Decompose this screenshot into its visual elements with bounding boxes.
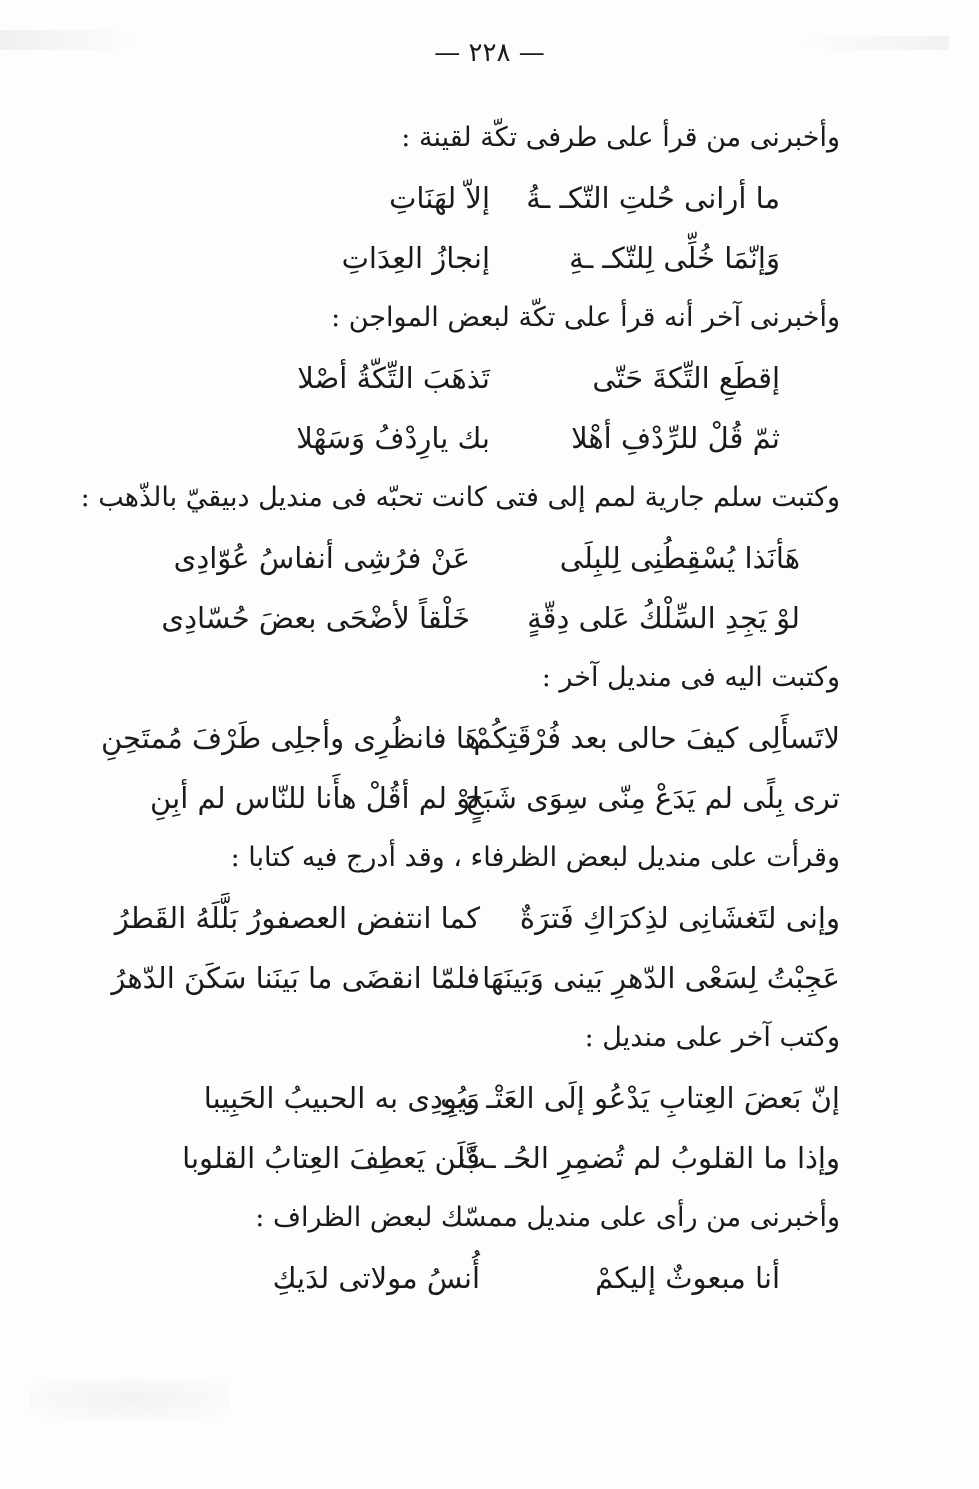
verse-first-hemistich: ترى بِلًى لم يَدَعْ مِنّى سِوَى شَبَحٍ — [465, 781, 840, 815]
verse-second-hemistich: كما انتفض العصفورُ بَلَّلَهُ القَطرُ — [114, 901, 480, 935]
verse-line — [150, 1248, 840, 1308]
verse-second-hemistich: تَذهَبَ التِّكّةُ أصْلا — [297, 361, 490, 395]
verse-first-hemistich: وإنى لتَغشَانِى لذِكرَاكِ فَترَةٌ — [519, 901, 840, 935]
verse-line — [100, 708, 840, 768]
verse-line — [150, 168, 840, 228]
verse-first-hemistich: وَإنّمَا خُلِّى لِلتّكـ ـةِ — [569, 241, 780, 275]
verse-line — [114, 888, 840, 948]
prose-line: وأخبرنى من قرأ على طرفى تكّة لقينة : — [401, 122, 840, 153]
verse-first-hemistich: لوْ يَجِدِ السِّلْكُ عَلى دِقّةٍ — [527, 601, 800, 635]
prose-line: وأخبرنى من رأى على منديل ممسّك لبعض الظراف : — [255, 1202, 840, 1233]
verse-line — [150, 528, 840, 588]
verse-second-hemistich: إنجازُ العِدَاتِ — [341, 241, 490, 275]
verse-second-hemistich: إلاّ لهَنَاتِ — [389, 181, 490, 215]
verse-second-hemistich: فَلَن يَعطِفَ العِتابُ القلوبا — [182, 1141, 480, 1175]
scan-smudge — [30, 1379, 230, 1419]
verse-first-hemistich: لاتَسأَلِى كيفَ حالى بعد فُرْقَتِكُمْ — [473, 721, 840, 755]
verse-line — [150, 1068, 840, 1128]
verse-first-hemistich: إقطَعِ التِّكةَ حَتّى — [592, 361, 780, 395]
verse-line — [150, 768, 840, 828]
verse-first-hemistich: هَأنَذا يُسْقِطُنِى لِلبِلَى — [559, 541, 800, 575]
verse-first-hemistich: ثمّ قُلْ للرِّدْفِ أهْلا — [571, 421, 780, 455]
prose-line: وكتب آخر على منديل : — [584, 1022, 840, 1053]
verse-second-hemistich: لوْ لم أقُلْ هأَنا للنّاس لم أبِنِ — [150, 781, 480, 815]
verse-second-hemistich: خَلْقاً لأضْحَى بعضَ حُسّادِى — [161, 601, 470, 635]
verse-second-hemistich: هَا فانظُرِى وأجلِى طَرْفَ مُمتَحِنِ — [100, 721, 480, 755]
prose-line: وقرأت على منديل لبعض الظرفاء ، وقد أدرج فيه كتابا : — [230, 842, 840, 873]
verse-first-hemistich: عَجِبْتُ لِسَعْى الدّهرِ بَينى وَبَينَهَا — [482, 961, 840, 995]
verse-line — [111, 948, 840, 1008]
verse-line — [150, 228, 840, 288]
prose-line: وكتبت اليه فى منديل آخر : — [541, 662, 840, 693]
prose-line: وكتبت سلم جارية لمم إلى فتى كانت تحبّه فى منديل دبيقيّ بالذّهب : — [80, 482, 840, 513]
text-block — [80, 108, 840, 1308]
verse-line — [150, 348, 840, 408]
page-number: — ٢٢٨ — — [434, 38, 545, 68]
verse-first-hemistich: ما أرانى حُلتِ التّكـ ـةُ — [526, 181, 780, 215]
verse-first-hemistich: وإذا ما القلوبُ لم تُضمِرِ الحُـ ـبَّ — [458, 1141, 840, 1175]
verse-first-hemistich: أنا مبعوثٌ إليكمْ — [595, 1261, 780, 1295]
verse-line — [150, 588, 840, 648]
verse-second-hemistich: وَيُودِى به الحبيبُ الحَبِيبا — [203, 1081, 480, 1115]
verse-second-hemistich: فلمّا انقضَى ما بَينَنا سَكَنَ الدّهرُ — [111, 961, 480, 995]
verse-line — [150, 1128, 840, 1188]
verse-first-hemistich: إنّ بَعضَ العِتابِ يَدْعُو إلَى العَتْـ ـبِ — [440, 1081, 840, 1115]
verse-line — [150, 408, 840, 468]
verse-second-hemistich: أُنسُ مولاتى لدَيكِ — [272, 1261, 480, 1295]
prose-line: وأخبرنى آخر أنه قرأ على تكّة لبعض المواجن : — [331, 302, 840, 333]
verse-second-hemistich: بك يارِدْفُ وَسَهْلا — [296, 421, 490, 455]
verse-second-hemistich: عَنْ فرُشِى أنفاسُ عُوّادِى — [173, 541, 470, 575]
